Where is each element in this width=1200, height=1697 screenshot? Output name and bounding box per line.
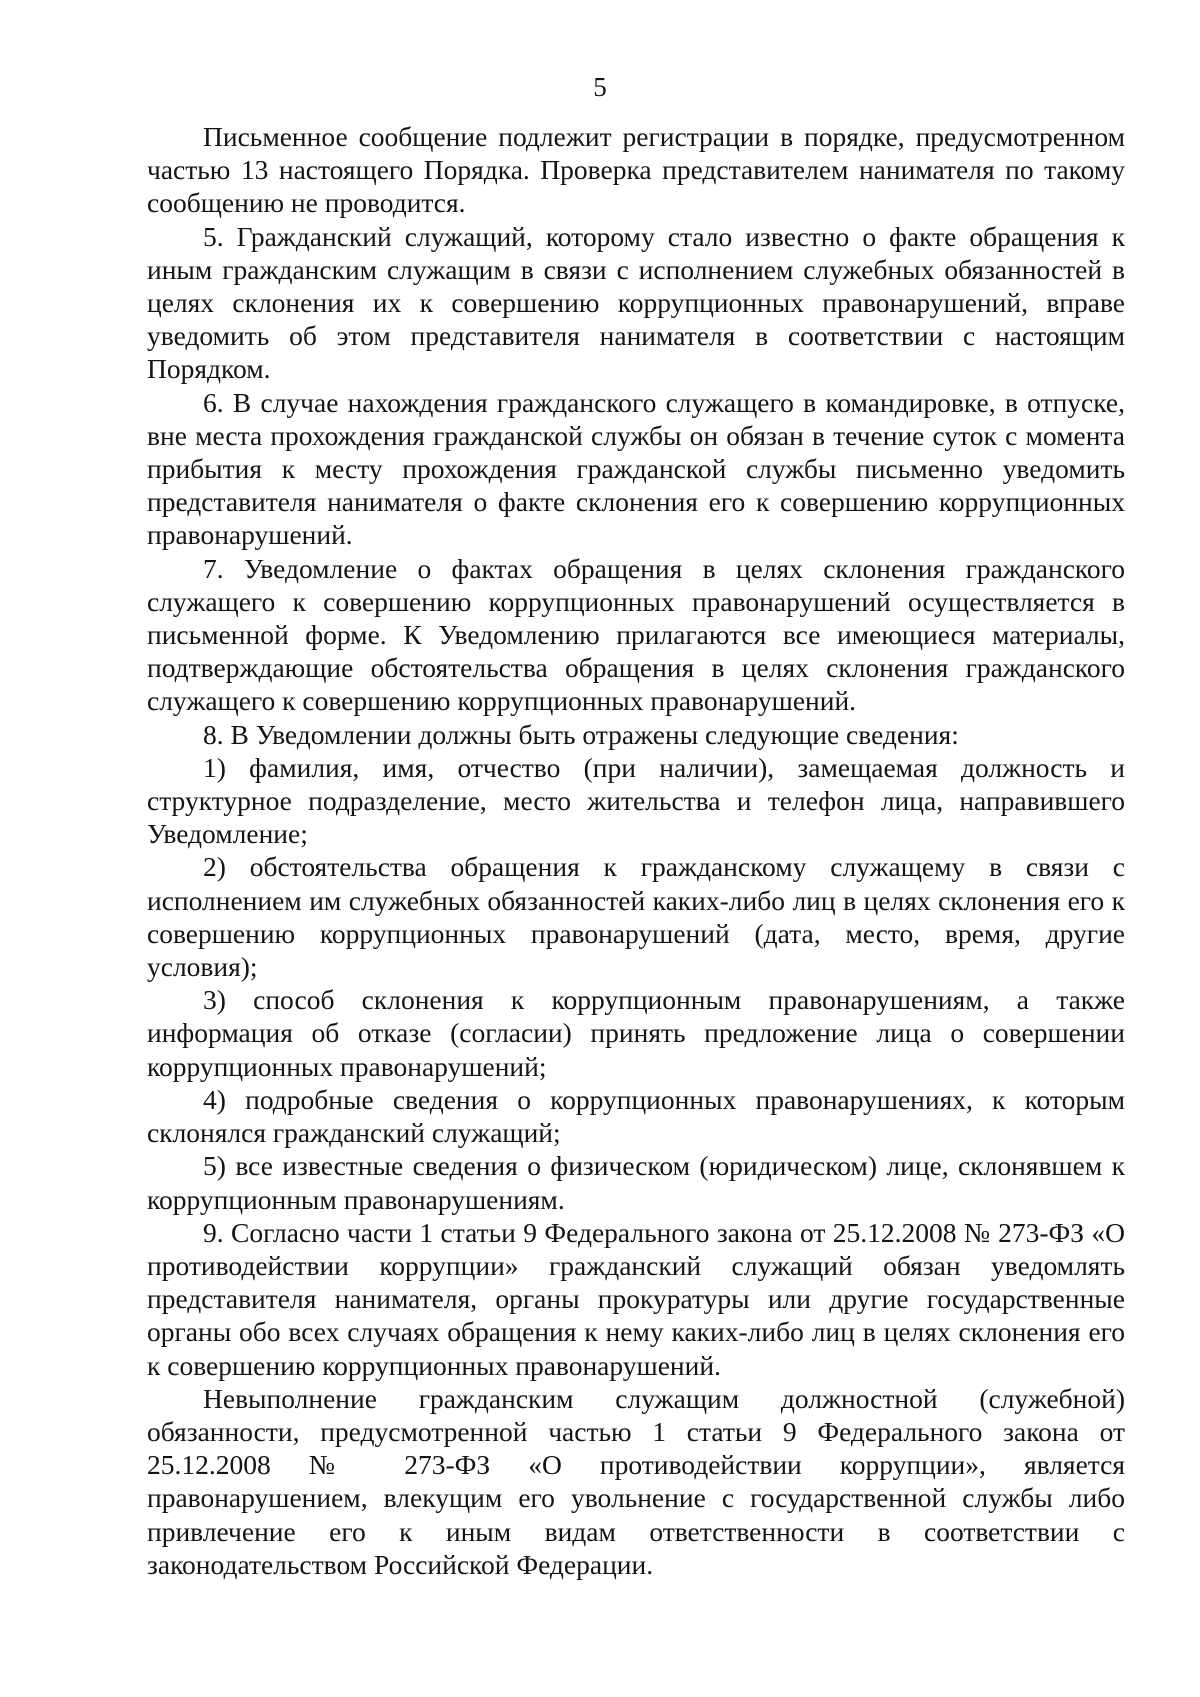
- paragraph-item-6: 6. В случае нахождения гражданского служащего в командировке, в отпуске, вне места прохождения гражданской службы он обязан в течение суток с момента прибытия к месту прохождения гражданской службы письменно уведомить представителя нанимателя о факте склонения его к совершению коррупционных правонарушений.: [147, 386, 1125, 551]
- paragraph-item-8: 8. В Уведомлении должны быть отражены следующие сведения:: [203, 718, 959, 750]
- paragraph-registration: Письменное сообщение подлежит регистрации в порядке, предусмотренном частью 13 настоящего Порядка. Проверка представителем нанимателя по такому сообщению не проводится.: [147, 121, 1125, 219]
- paragraph-subitem-3: 3) способ склонения к коррупционным правонарушениям, а также информация об отказе (согласии) принять предложение лица о совершении коррупционных правонарушений;: [147, 984, 1125, 1082]
- paragraph-non-compliance: Невыполнение гражданским служащим должностной (служебной) обязанности, предусмотренной частью 1 статьи 9 Федерального закона от 25.12.2008 № 273-ФЗ «О противодействии коррупции», является правонарушением, влекущим его увольнение с государственной службы либо привлечение его к иным видам ответственности в соответствии с законодательством Российской Федерации.: [147, 1382, 1125, 1580]
- paragraph-subitem-5: 5) все известные сведения о физическом (юридическом) лице, склонявшем к коррупционным правонарушениям.: [147, 1150, 1125, 1215]
- page-number: 5: [593, 72, 607, 102]
- document-body: [147, 120, 1125, 1581]
- paragraph-subitem-4: 4) подробные сведения о коррупционных правонарушениях, к которым склонялся гражданский служащий;: [147, 1083, 1125, 1149]
- paragraph-subitem-1: 1) фамилия, имя, отчество (при наличии), замещаемая должность и структурное подразделение, место жительства и телефон лица, направившего Уведомление;: [147, 751, 1125, 850]
- paragraph-item-9: 9. Согласно части 1 статьи 9 Федерального закона от 25.12.2008 № 273-ФЗ «О противодействии коррупции» гражданский служащий обязан уведомлять представителя нанимателя, органы прокуратуры или другие государственные органы обо всех случаях обращения к нему каких-либо лиц в целях склонения его к совершению коррупционных правонарушений.: [147, 1216, 1125, 1381]
- paragraph-subitem-2: 2) обстоятельства обращения к гражданскому служащему в связи с исполнением им служебных обязанностей каких-либо лиц в целях склонения его к совершению коррупционных правонарушений (дата, место, время, другие условия);: [147, 851, 1125, 983]
- paragraph-item-5: 5. Гражданский служащий, которому стало известно о факте обращения к иным гражданским служащим в связи с исполнением служебных обязанностей в целях склонения их к совершению коррупционных правонарушений, вправе уведомить об этом представителя нанимателя в соответствии с настоящим Порядком.: [147, 220, 1125, 385]
- paragraph-item-7: 7. Уведомление о фактах обращения в целях склонения гражданского служащего к совершению коррупционных правонарушений осуществляется в письменной форме. К Уведомлению прилагаются все имеющиеся материалы, подтверждающие обстоятельства обращения в целях склонения гражданского служащего к совершению коррупционных правонарушений.: [147, 552, 1125, 717]
